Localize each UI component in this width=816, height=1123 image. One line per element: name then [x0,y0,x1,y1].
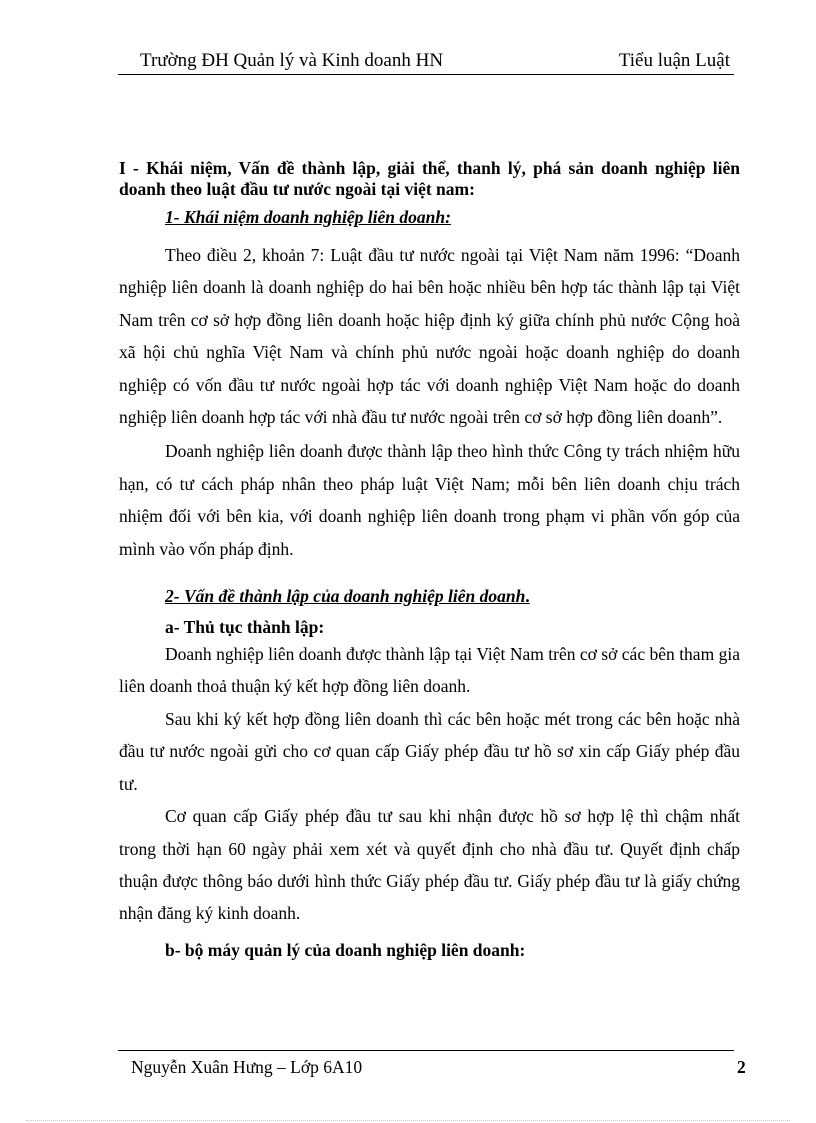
footer-divider [118,1050,734,1051]
page-bottom-edge [26,1120,790,1121]
subsection-heading-establishment-text: 2- Vấn đề thành lập của doanh nghiệp liên doanh [165,586,526,607]
paragraph-application: Sau khi ký kết hợp đồng liên doanh thì các bên hoặc mét trong các bên hoặc nhà đầu tư nước ngoài gửi cho cơ quan cấp Giấy phép đầu tư hồ sơ xin cấp Giấy phép đầu tư. [119,708,740,794]
paragraph-establishment-basis: Doanh nghiệp liên doanh được thành lập tại Việt Nam trên cơ sở các bên tham gia liên doanh thoả thuận ký kết hợp đồng liên doanh. [119,644,740,697]
subsection-heading-establishment [165,585,740,607]
paragraph-definition: Theo điều 2, khoản 7: Luật đầu tư nước ngoài tại Việt Nam năm 1996: “Doanh nghiệp liên doanh là doanh nghiệp do hai bên hoặc nhiều bên hợp tác thành lập tại Việt Nam trên cơ sở hợp đồng liên doanh hoặc hiệp định ký giữa chính phủ nước Cộng hoà xã hội chủ nghĩa Việt Nam và chính phủ nước ngoài hoặc doanh nghiệp do doanh nghiệp có vốn đầu tư nước ngoài hợp tác với doanh nghiệp Việt Nam hoặc do doanh nghiệp liên doanh hợp tác với nhà đầu tư nước ngoài trên cơ sở hợp đồng liên doanh”. [119,245,740,428]
header-document-type: Tiểu luận Luật [618,50,730,71]
footer-author: Nguyễn Xuân Hưng – Lớp 6A10 [131,1057,363,1077]
header-school-name: Trường ĐH Quản lý và Kinh doanh HN [140,50,444,71]
subsection-heading-period: . [525,586,530,607]
page-header [118,50,734,75]
document-body [119,158,740,961]
paragraph-legal-form: Doanh nghiệp liên doanh được thành lập theo hình thức Công ty trách nhiệm hữu hạn, có tư cách pháp nhân theo pháp luật Việt Nam; mỗi bên liên doanh chịu trách nhiệm đối với bên kia, với doanh nghiệp liên doanh trong phạm vi phần vốn góp của mình vào vốn pháp định. [119,441,740,559]
minor-heading-procedure: a- Thủ tục thành lập: [165,617,325,638]
paragraph-license-review: Cơ quan cấp Giấy phép đầu tư sau khi nhận được hồ sơ hợp lệ thì chậm nhất trong thời hạn 60 ngày phải xem xét và quyết định cho nhà đầu tư. Quyết định chấp thuận được thông báo dưới hình thức Giấy phép đầu tư. Giấy phép đầu tư là giấy chứng nhận đăng ký kinh doanh. [119,806,740,924]
section-title: I - Khái niệm, Vấn đề thành lập, giải thể, thanh lý, phá sản doanh nghiệp liên doanh theo luật đầu tư nước ngoài tại việt nam: [119,158,740,199]
page-number: 2 [737,1057,746,1077]
minor-heading-management: b- bộ máy quản lý của doanh nghiệp liên doanh: [165,939,526,960]
subsection-heading-concept: 1- Khái niệm doanh nghiệp liên doanh: [165,207,451,227]
